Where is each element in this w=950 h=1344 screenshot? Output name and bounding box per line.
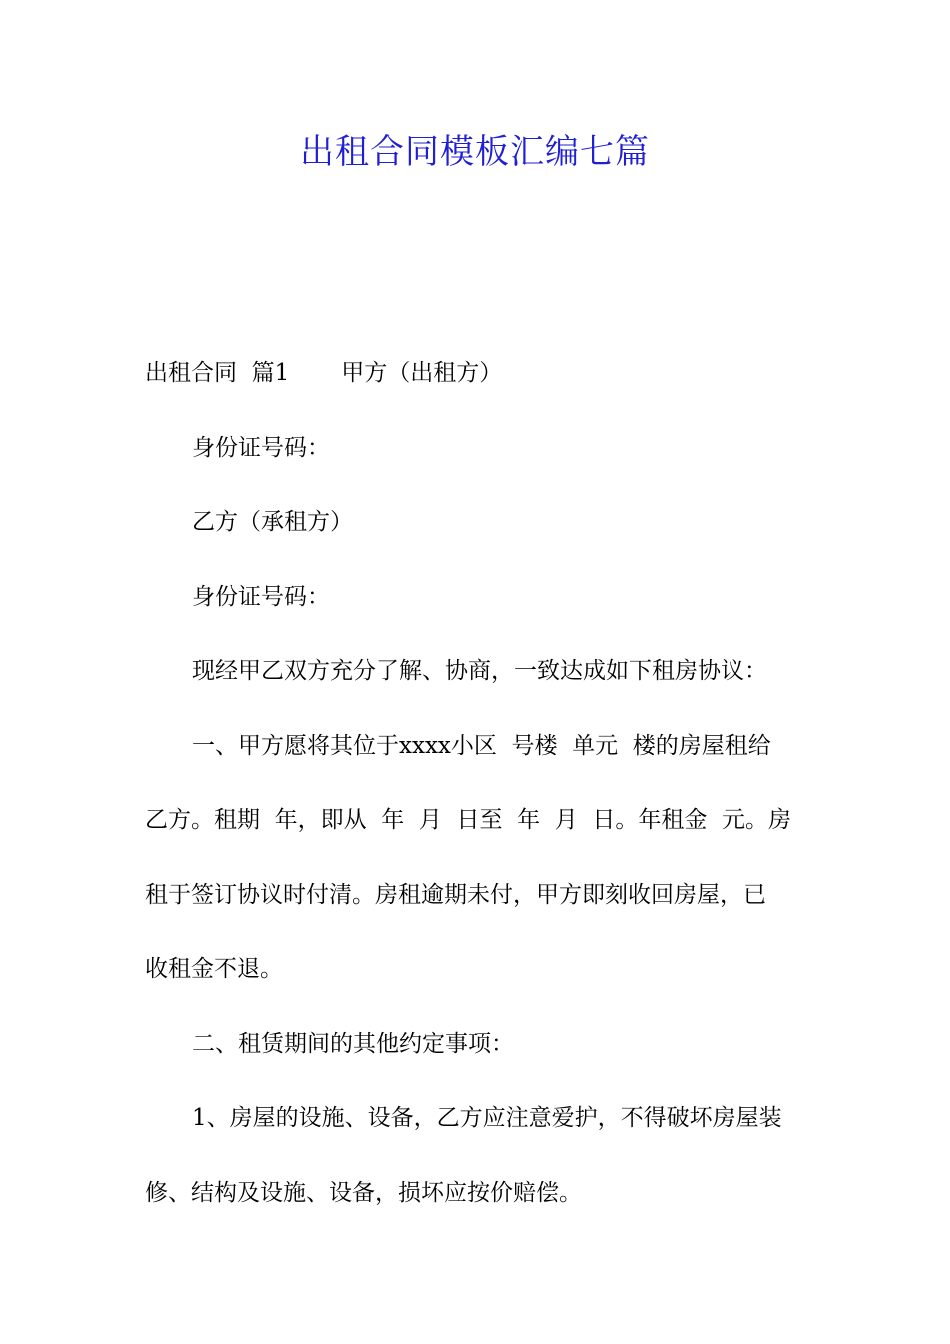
- item1-line1: 1、房屋的设施、设备，乙方应注意爱护，不得破坏房屋装: [192, 1105, 782, 1131]
- clause1-line2: 乙方。租期 年，即从 年 月 日至 年 月 日。年租金 元。房: [145, 807, 791, 833]
- party-a-label: 甲方（出租方）: [341, 360, 503, 386]
- clause1-line3: 租于签订协议时付清。房租逾期未付，甲方即刻收回房屋，已: [145, 881, 766, 908]
- party-b-label: 乙方（承租方）: [192, 509, 353, 535]
- item1-line2: 修、结构及设施、设备，损坏应按价赔偿。: [145, 1179, 582, 1206]
- agreement-intro: 现经甲乙双方充分了解、协商，一致达成如下租房协议：: [192, 658, 767, 684]
- clause1-line1: 一、甲方愿将其位于xxxx小区 号楼 单元 楼的房屋租给: [192, 732, 771, 759]
- document-title: 出租合同模板汇编七篇: [300, 132, 650, 172]
- party-a-id-line: 身份证号码：: [192, 434, 330, 461]
- contract-heading: 出租合同 篇1: [145, 360, 290, 386]
- document-body: [145, 336, 807, 1230]
- clause1-line4: 收租金不退。: [145, 956, 283, 982]
- contract-heading-line: [145, 336, 807, 411]
- party-b-id-line: 身份证号码：: [192, 583, 330, 610]
- clause2-heading: 二、租赁期间的其他约定事项：: [192, 1030, 514, 1057]
